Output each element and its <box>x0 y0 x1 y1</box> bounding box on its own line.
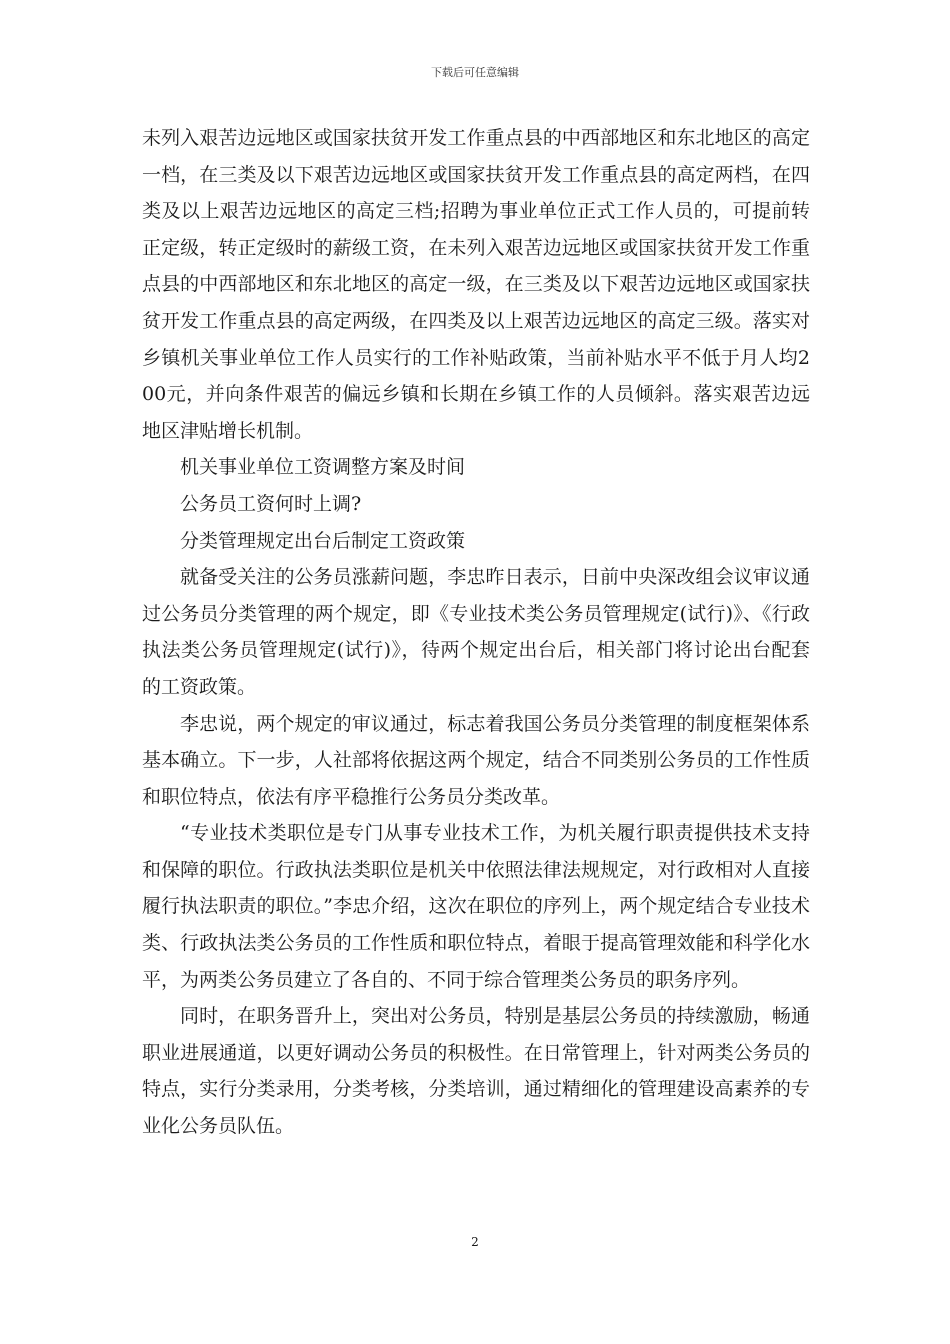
paragraph-promotion: 同时，在职务晋升上，突出对公务员，特别是基层公务员的持续激励，畅通职业进展通道，以更好调动公务员的积极性。在日常管理上，针对两类公务员的特点，实行分类录用，分类考核，分类培训，通过精细化的管理建设高素养的专业化公务员队伍。 <box>142 1005 810 1138</box>
document-body <box>142 120 810 1145</box>
page-header: 下载后可任意编辑 <box>431 66 519 79</box>
heading-salary-plan: 机关事业单位工资调整方案及时间 <box>180 456 466 479</box>
page-number: 2 <box>471 1235 479 1249</box>
paragraph-li-zhong-statement: 就备受关注的公务员涨薪问题，李忠昨日表示，日前中央深改组会议审议通过公务员分类管理的两个规定，即《专业技术类公务员管理规定(试行)》、《行政执法类公务员管理规定(试行)》，待两个规定出台后，相关部门将讨论出台配套的工资政策。 <box>142 566 810 698</box>
heading-classification-policy: 分类管理规定出台后制定工资政策 <box>180 529 466 552</box>
paragraph-position-types: “专业技术类职位是专门从事专业技术工作，为机关履行职责提供技术支持和保障的职位。行政执法类职位是机关中依照法律法规规定，对行政相对人直接履行执法职责的职位。”李忠介绍，这次在职位的序列上，两个规定结合专业技术类、行政执法类公务员的工作性质和职位特点，着眼于提高管理效能和科学化水平，为两类公务员建立了各自的、不同于综合管理类公务员的职务序列。 <box>142 822 810 991</box>
paragraph-framework: 李忠说，两个规定的审议通过，标志着我国公务员分类管理的制度框架体系基本确立。下一步，人社部将依据这两个规定，结合不同类别公务员的工作性质和职位特点，依法有序平稳推行公务员分类改革。 <box>142 712 810 808</box>
paragraph-continued: 未列入艰苦边远地区或国家扶贫开发工作重点县的中西部地区和东北地区的高定一档，在三类及以下艰苦边远地区或国家扶贫开发工作重点县的高定两档，在四类及以上艰苦边远地区的高定三档;招聘为事业单位正式工作人员的，可提前转正定级，转正定级时的薪级工资，在未列入艰苦边远地区或国家扶贫开发工作重点县的中西部地区和东北地区的高定一级，在三类及以下艰苦边远地区或国家扶贫开发工作重点县的高定两级，在四类及以上艰苦边远地区的高定三级。落实对乡镇机关事业单位工作人员实行的工作补贴政策，当前补贴水平不低于月人均200元，并向条件艰苦的偏远乡镇和长期在乡镇工作的人员倾斜。落实艰苦边远地区津贴增长机制。 <box>142 127 810 442</box>
heading-raise-question: 公务员工资何时上调? <box>180 492 362 515</box>
